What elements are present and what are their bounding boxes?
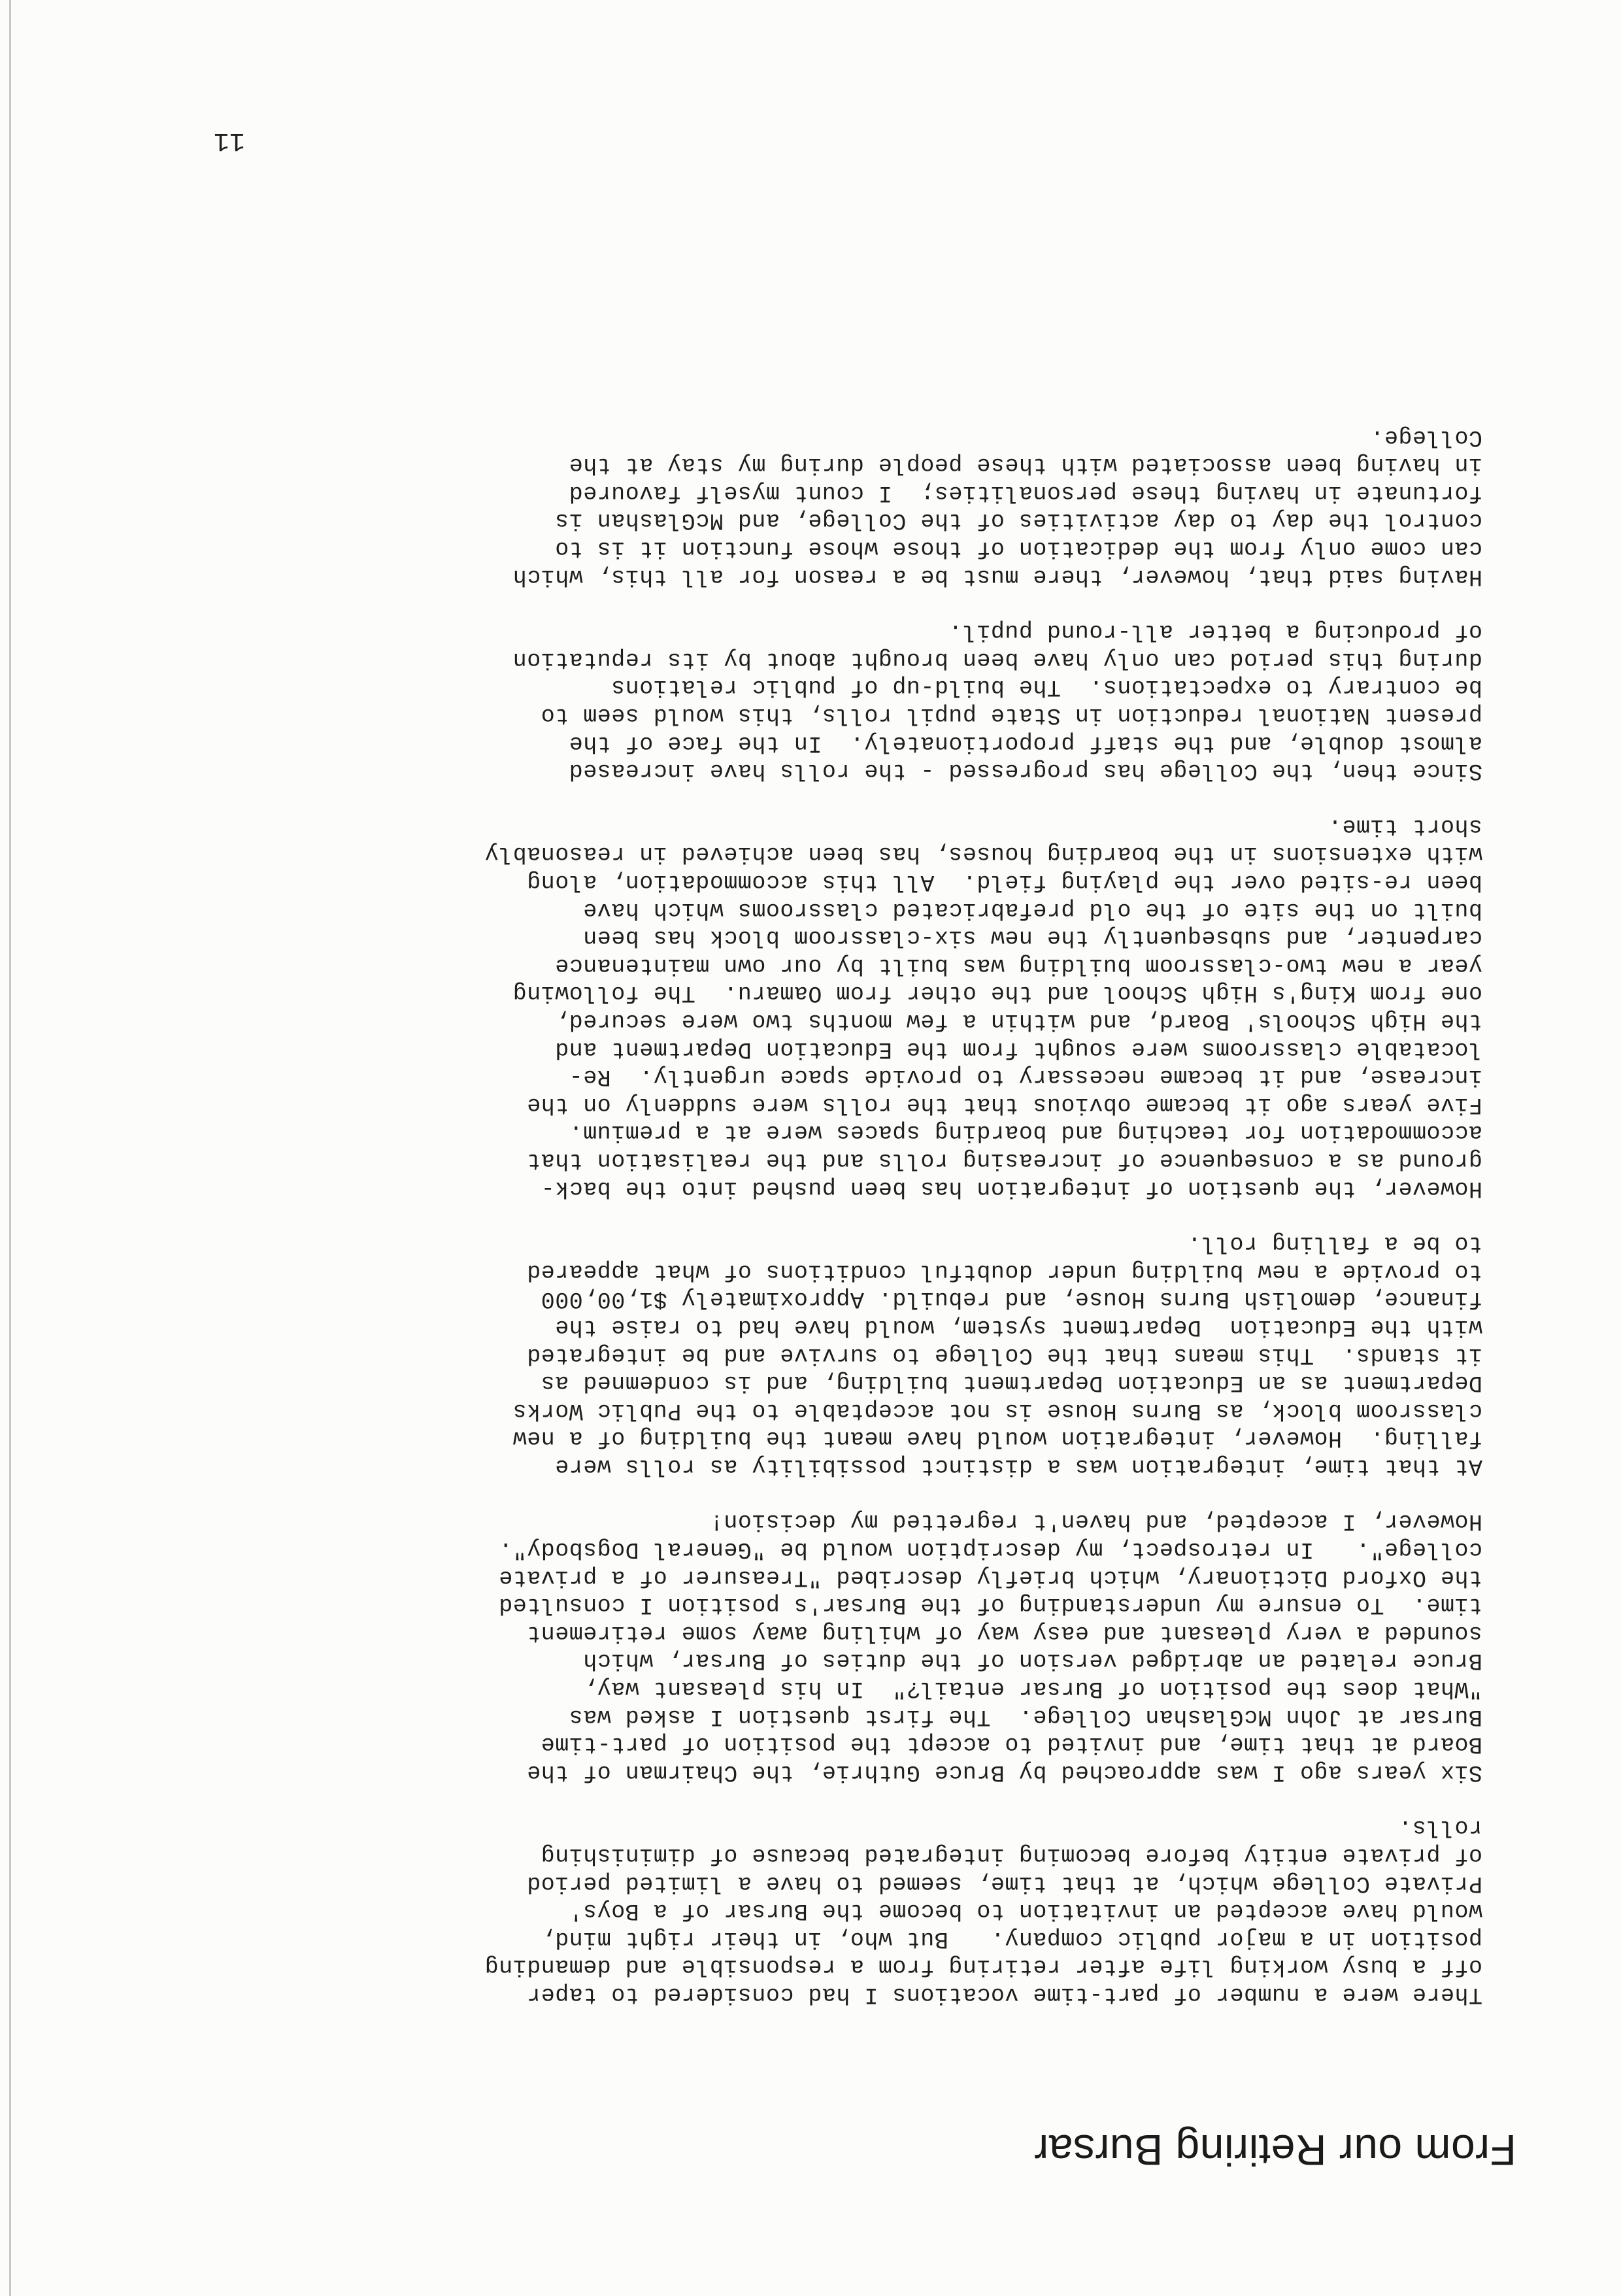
text-line: the High Schools' Board, and within a few months two were secured, xyxy=(554,1008,1482,1034)
paragraph xyxy=(410,1814,1482,2008)
page-number: 11 xyxy=(213,126,245,155)
text-line: with extensions in the boarding houses, has been achieved in reasonably xyxy=(484,841,1482,868)
text-line: present National reduction in State pupil rolls, this would seem to xyxy=(541,702,1482,729)
text-line: locatable classrooms were sought from the Education Department and xyxy=(554,1036,1482,1062)
paragraph xyxy=(410,618,1482,785)
text-line: off a busy working life after retiring from a responsible and demanding xyxy=(484,1953,1482,1980)
text-line: Bursar at John McGlashan College. The first question I asked was xyxy=(569,1703,1482,1730)
text-line: college". In retrospect, my description would be "General Dogsbody". xyxy=(498,1536,1482,1563)
text-line: rolls. xyxy=(1397,1814,1482,1841)
text-line: accommodation for teaching and boarding spaces were at a premium. xyxy=(569,1119,1482,1146)
text-line: be contrary to expectations. The build-up of public relations xyxy=(610,674,1482,701)
text-line: Department as an Education Department building, and is condemned as xyxy=(541,1370,1482,1396)
text-line: control the day to day activities of the College, and McGlashan is xyxy=(554,507,1482,534)
text-line: been re-sited over the playing field. All this accommodation, along xyxy=(526,869,1482,896)
text-line: Private College which, at that time, seemed to have a limited period xyxy=(526,1870,1482,1897)
text-line: during this period can only have been brought about by its reputation xyxy=(512,646,1482,673)
text-line: one from King's High School and the other from Oamaru. The following xyxy=(512,980,1482,1007)
text-line: However, the question of integration has been pushed into the back- xyxy=(541,1175,1482,1202)
text-line: to provide a new building under doubtful conditions of what appeared xyxy=(526,1258,1482,1285)
text-line: There were a number of part-time vocations I had considered to taper xyxy=(526,1982,1482,2008)
page-title: From our Retiring Bursar xyxy=(1033,2126,1516,2174)
text-line: of private entity before becoming integrated because of diminishing xyxy=(541,1842,1482,1869)
text-line: it stands. This means that the College to survive and be integrated xyxy=(526,1342,1482,1368)
scan-edge-line xyxy=(9,0,11,2296)
text-line: Six years ago I was approached by Bruce Guthrie, the Chairman of the xyxy=(526,1759,1482,1785)
text-line: can come only from the dedication of those whose function it is to xyxy=(554,535,1482,562)
text-line: Five years ago it became obvious that the rolls were suddenly on the xyxy=(526,1091,1482,1118)
text-line: However, I accepted, and haven't regretted my decision! xyxy=(709,1508,1482,1535)
text-line: almost double, and the staff proportionately. In the face of the xyxy=(569,730,1482,756)
text-line: increase, and it became necessary to provide space urgently. Re- xyxy=(569,1064,1482,1090)
text-line: classroom block, as Burns House is not acceptable to the Public Works xyxy=(512,1397,1482,1424)
text-line: fortunate in having these personalities; I count myself favoured xyxy=(569,479,1482,506)
text-line: Having said that, however, there must be a reason for all this, which xyxy=(512,563,1482,590)
text-line: position in a major public company. But who, in their right mind, xyxy=(541,1925,1482,1952)
text-line: falling. However, integration would have meant the building of a new xyxy=(512,1425,1482,1452)
text-line: carpenter, and subsequently the new six-classroom block has been xyxy=(582,924,1482,951)
text-line: At that time, integration was a distinct possibility as rolls were xyxy=(554,1453,1482,1479)
text-line: built on the site of the old prefabricated classrooms which have xyxy=(582,896,1482,923)
text-line: the Oxford Dictionary, which briefly described "Treasurer of a private xyxy=(498,1564,1482,1591)
text-line: Board at that time, and invited to accept the position of part-time xyxy=(541,1731,1482,1758)
text-line: short time. xyxy=(1328,813,1482,839)
text-line: time. To ensure my understanding of the Bursar's position I consulted xyxy=(498,1592,1482,1619)
paragraph xyxy=(410,1508,1482,1786)
paragraph xyxy=(410,1230,1482,1480)
text-line: "What does the position of Bursar entail?" In his pleasant way, xyxy=(582,1676,1482,1702)
text-line: Since then, the College has progressed - the rolls have increased xyxy=(569,758,1482,785)
text-line: ground as a consequence of increasing rolls and the realisation that xyxy=(526,1147,1482,1173)
text-line: in having been associated with these people during my stay at the xyxy=(569,452,1482,479)
text-line: Bruce related an abridged version of the duties of Bursar, which xyxy=(582,1647,1482,1674)
article-body xyxy=(410,396,1482,2008)
text-line: of producing a better all-round pupil. xyxy=(948,618,1482,645)
text-line: year a new two-classroom building was built by our own maintenance xyxy=(554,952,1482,979)
text-line: to be a falling roll. xyxy=(1187,1230,1482,1257)
text-line: sounded a very pleasant and easy way of whiling away some retirement xyxy=(526,1619,1482,1646)
text-line: would have accepted an invitation to become the Bursar of a Boys' xyxy=(569,1898,1482,1925)
text-line: with the Education Department system, would have had to raise the xyxy=(554,1313,1482,1340)
text-line: finance, demolish Burns House, and rebuild. Approximately $1,00,000 xyxy=(541,1286,1482,1313)
text-line: College. xyxy=(1369,424,1482,450)
paragraph xyxy=(410,812,1482,1202)
paragraph xyxy=(410,423,1482,590)
